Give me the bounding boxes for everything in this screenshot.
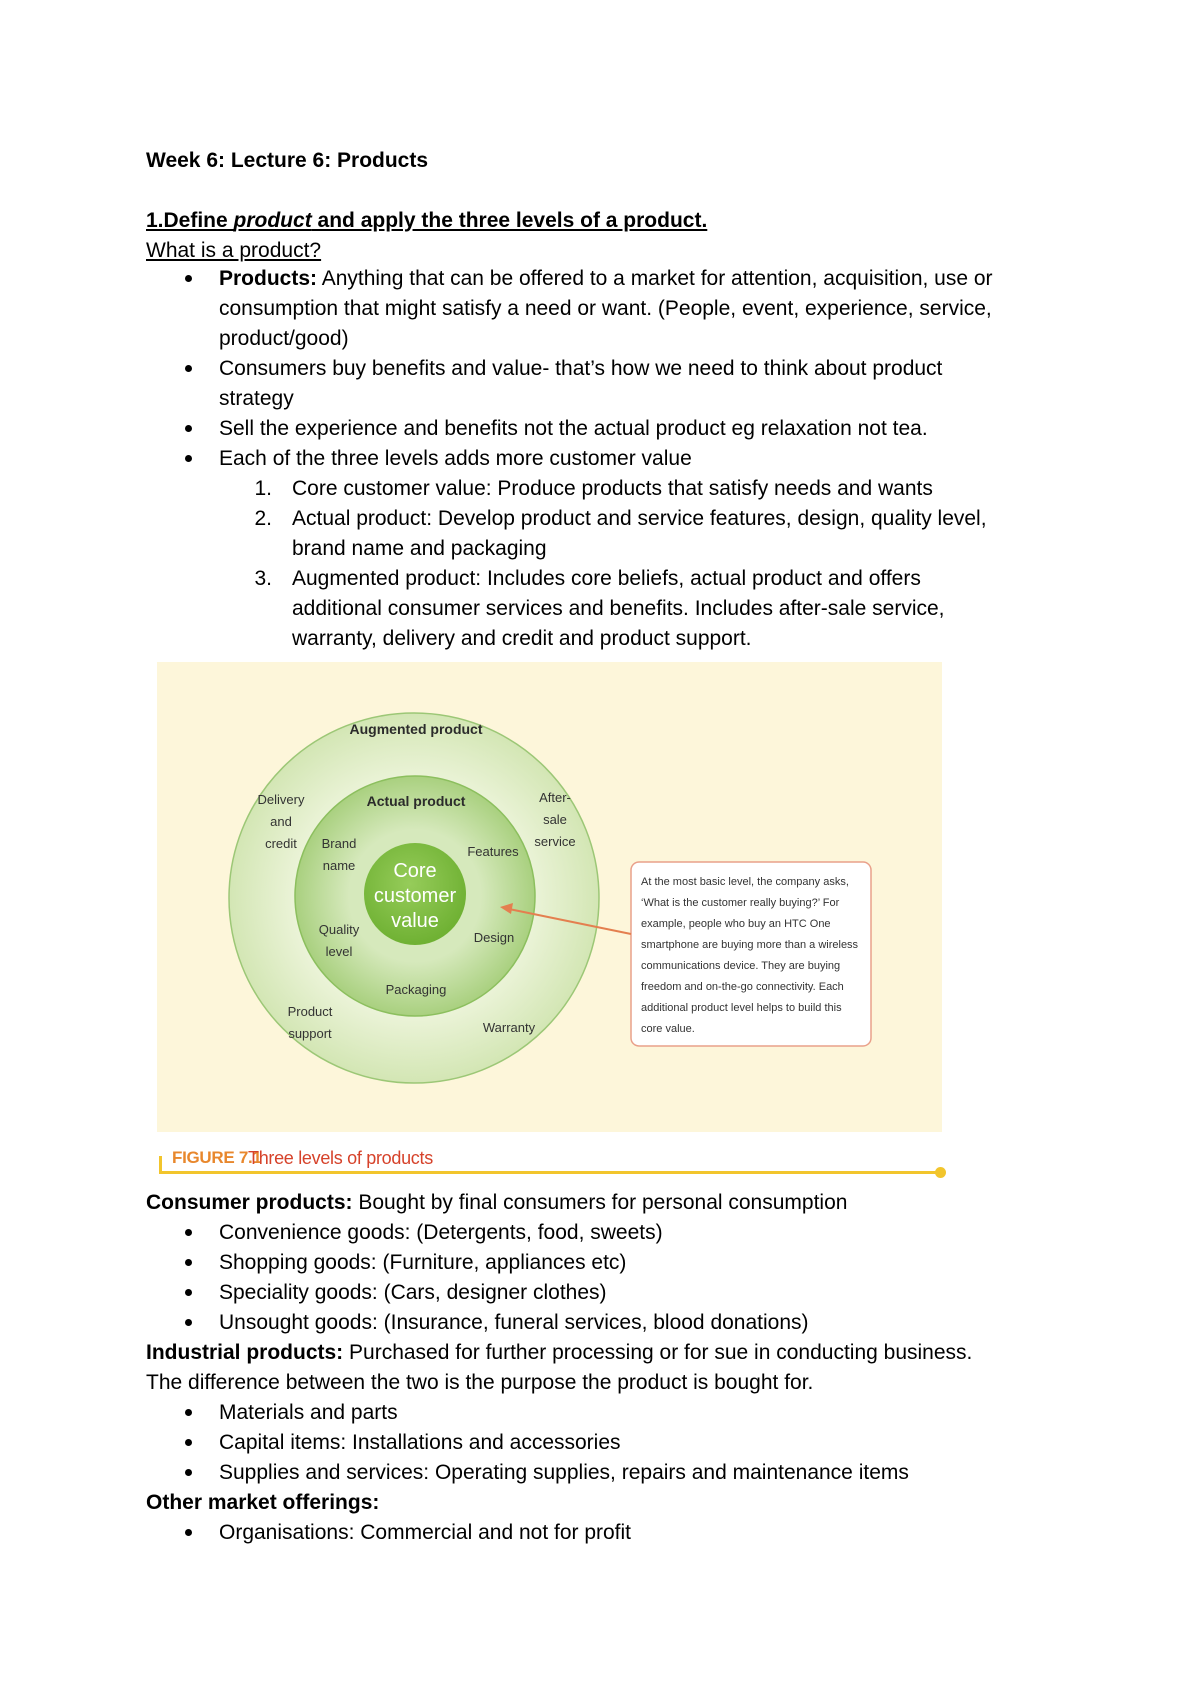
callout-line: example, people who buy an HTC One xyxy=(641,918,831,930)
caption-rule xyxy=(159,1171,939,1174)
industrial-bullet: Capital items: Installations and accessories xyxy=(219,1431,621,1454)
bullet-dot xyxy=(185,455,192,462)
bullet-dot xyxy=(185,275,192,282)
page-heading: Week 6: Lecture 6: Products xyxy=(146,149,429,172)
product-support-line1: Product xyxy=(287,1004,333,1019)
bullet-dot xyxy=(185,1259,192,1266)
bullet-products-line1 xyxy=(219,264,993,294)
callout-line: freedom and on-the-go connectivity. Each xyxy=(641,981,844,993)
callout-line: communications device. They are buying xyxy=(641,960,841,972)
industrial-difference: The difference between the two is the purpose the product is bought for. xyxy=(146,1371,814,1394)
bullet-products-text: Anything that can be offered to a market for attention, acquisition, use or xyxy=(317,267,993,290)
core-line2: customer xyxy=(373,885,457,907)
caption-rule-dot xyxy=(935,1167,946,1178)
bullet-products-line2: consumption that might satisfy a need or want. (People, event, experience, service, xyxy=(219,297,992,320)
figure-caption-label: FIGURE 7.1 xyxy=(172,1148,262,1167)
level-core: Core customer value: Produce products that satisfy needs and wants xyxy=(292,477,933,500)
bullet-dot xyxy=(185,1439,192,1446)
consumer-products-text: Bought by final consumers for personal consumption xyxy=(352,1191,848,1214)
consumer-products-term: Consumer products: xyxy=(146,1191,353,1214)
bullet-dot xyxy=(185,1469,192,1476)
bullet-dot xyxy=(185,1319,192,1326)
bullet-products-line3: product/good) xyxy=(219,327,349,350)
bullet-experience: Sell the experience and benefits not the actual product eg relaxation not tea. xyxy=(219,417,928,440)
quality-line2: level xyxy=(325,944,353,959)
bullet-benefits-line1: Consumers buy benefits and value- that’s how we need to think about product xyxy=(219,357,943,380)
section-title-italic: product xyxy=(233,209,312,232)
callout-box xyxy=(631,862,871,1046)
bullet-dot xyxy=(185,1229,192,1236)
bullet-products-term: Products: xyxy=(219,267,318,290)
other-bullet: Organisations: Commercial and not for profit xyxy=(219,1521,632,1544)
section-title xyxy=(146,206,707,236)
section-title-suffix: and apply the three levels of a product. xyxy=(311,209,708,232)
consumer-bullet: Speciality goods: (Cars, designer clothes) xyxy=(219,1281,607,1304)
bullet-dot xyxy=(185,1289,192,1296)
brand-line2: name xyxy=(322,858,356,873)
consumer-products-line xyxy=(146,1188,847,1218)
three-levels-figure xyxy=(157,662,942,1132)
core-line1: Core xyxy=(393,860,437,882)
figure-caption-text: Three levels of products xyxy=(248,1148,433,1168)
middle-title: Actual product xyxy=(366,793,466,809)
delivery-line3: credit xyxy=(265,836,297,851)
industrial-products-line xyxy=(146,1338,972,1368)
industrial-products-term: Industrial products: xyxy=(146,1341,344,1364)
section-subtitle: What is a product? xyxy=(146,239,322,262)
callout-line: At the most basic level, the company asks, xyxy=(641,876,849,888)
outer-title: Augmented product xyxy=(349,721,483,737)
level-augmented-line3: warranty, delivery and credit and product support. xyxy=(292,627,752,650)
list-number: 1. xyxy=(254,477,272,500)
bullet-levels: Each of the three levels adds more customer value xyxy=(219,447,692,470)
consumer-bullet: Unsought goods: (Insurance, funeral services, blood donations) xyxy=(219,1311,809,1334)
bullet-dot xyxy=(185,1409,192,1416)
design-label: Design xyxy=(473,930,515,945)
after-sale-line3: service xyxy=(534,834,576,849)
level-augmented-line1: Augmented product: Includes core beliefs, actual product and offers xyxy=(292,567,921,590)
other-offerings-heading: Other market offerings: xyxy=(146,1491,380,1514)
industrial-bullet: Materials and parts xyxy=(219,1401,398,1424)
consumer-bullet: Convenience goods: (Detergents, food, sweets) xyxy=(219,1221,663,1244)
callout-line: additional product level helps to build this xyxy=(641,1002,842,1014)
industrial-bullet: Supplies and services: Operating supplies, repairs and maintenance items xyxy=(219,1461,909,1484)
packaging-label: Packaging xyxy=(385,982,447,997)
bullet-benefits-line2: strategy xyxy=(219,387,294,410)
level-actual-line1: Actual product: Develop product and service features, design, quality level, xyxy=(292,507,987,530)
after-sale-line2: sale xyxy=(543,812,567,827)
level-augmented-line2: additional consumer services and benefits. Includes after-sale service, xyxy=(292,597,945,620)
industrial-products-text: Purchased for further processing or for sue in conducting business. xyxy=(343,1341,973,1364)
features-label: Features xyxy=(467,844,519,859)
callout-line: core value. xyxy=(641,1023,695,1035)
list-number: 3. xyxy=(254,567,272,590)
warranty-label: Warranty xyxy=(482,1020,536,1035)
callout-line: smartphone are buying more than a wireless xyxy=(641,939,859,951)
list-number: 2. xyxy=(254,507,272,530)
level-actual-line2: brand name and packaging xyxy=(292,537,547,560)
consumer-bullet: Shopping goods: (Furniture, appliances etc) xyxy=(219,1251,627,1274)
bullet-dot xyxy=(185,365,192,372)
product-support-line2: support xyxy=(288,1026,332,1041)
three-levels-diagram xyxy=(157,662,942,1132)
section-title-prefix: 1.Define xyxy=(146,209,234,232)
bullet-dot xyxy=(185,1529,192,1536)
after-sale-line1: After- xyxy=(539,790,571,805)
bullet-dot xyxy=(185,425,192,432)
callout-line: ‘What is the customer really buying?’ For xyxy=(641,897,840,909)
brand-line1: Brand xyxy=(321,836,357,851)
core-line3: value xyxy=(391,910,439,932)
quality-line1: Quality xyxy=(318,922,360,937)
delivery-line2: and xyxy=(270,814,292,829)
delivery-line1: Delivery xyxy=(257,792,305,807)
